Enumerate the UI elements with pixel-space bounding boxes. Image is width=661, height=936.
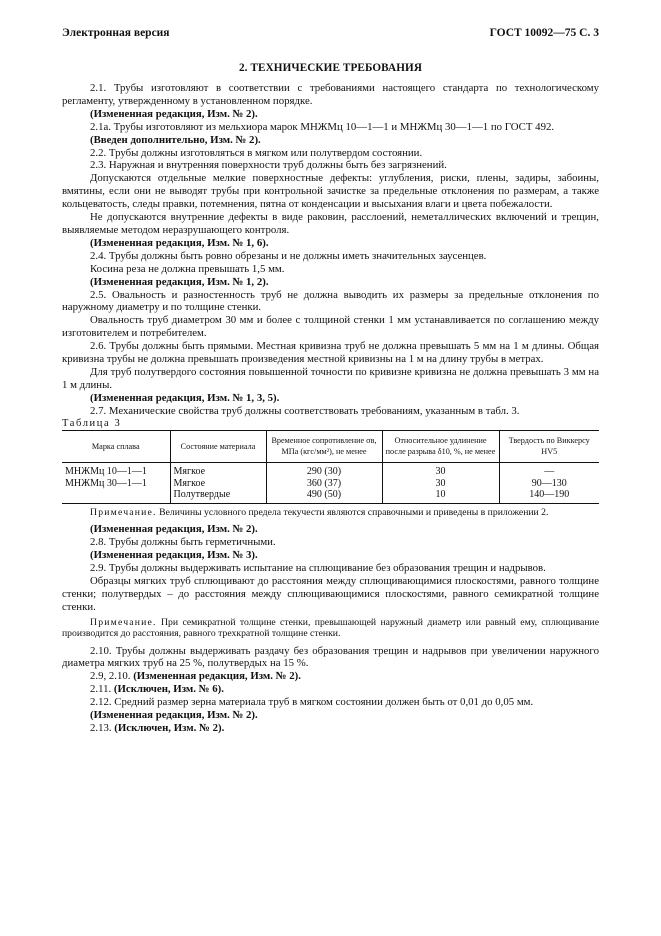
col-header-strength: Временное сопротивление σв, МПа (кгс/мм²), не менее — [266, 431, 382, 463]
hardness-value: — — [544, 466, 555, 478]
strength-value: 290 (30) — [306, 466, 342, 478]
paragraph: 2.1. Трубы изготовляют в соответствии с требованиями настоящего стандарта по технологическому регламенту, утвержденному в установленном порядке. — [62, 82, 599, 107]
amendment-note: (Измененная редакция, Изм. № 1, 3, 5). — [90, 391, 280, 404]
paragraph — [62, 683, 599, 696]
note-label: Примечание. — [90, 506, 157, 518]
paragraph: 2.7. Механические свойства труб должны соответствовать требованиям, указанным в табл. 3. — [90, 404, 520, 417]
amendment-note: (Измененная редакция, Изм. № 2). — [90, 709, 258, 722]
state-value: Мягкое — [173, 477, 206, 489]
cell-strength — [266, 463, 382, 504]
grade-value: МНЖМц 30—1—1 — [65, 477, 147, 489]
col-header-grade: Марка сплава — [62, 431, 170, 463]
state-value: Мягкое — [173, 466, 206, 478]
strength-value: 490 (50) — [306, 489, 342, 501]
note-label: Примечание. — [90, 616, 157, 628]
elongation-value: 10 — [435, 489, 446, 501]
hardness-value: 140—190 — [529, 489, 570, 501]
paragraph: 2.1а. Трубы изготовляют из мельхиора марок МНЖМц 10—1—1 и МНЖМц 30—1—1 по ГОСТ 492. — [90, 120, 555, 133]
cell-hardness — [499, 463, 599, 504]
amendment-note: (Измененная редакция, Изм. № 2). — [133, 670, 301, 683]
properties-table — [62, 430, 599, 504]
header-left: Электронная версия — [62, 27, 170, 39]
amendment-note: (Исключен, Изм. № 6). — [113, 683, 224, 696]
note-text: Величины условного предела текучести являются справочными и приведены в приложении 2. — [156, 506, 549, 518]
paragraph: Овальность труб диаметром 30 мм и более с толщиной стенки 1 мм устанавливается по соглашению между изготовителем и потребителем. — [62, 314, 599, 340]
clause-number: 2.11. — [90, 683, 114, 696]
paragraph: 2.8. Трубы должны быть герметичными. — [90, 536, 276, 549]
paragraph: 2.4. Трубы должны быть ровно обрезаны и не должны иметь значительных заусенцев. — [90, 249, 487, 262]
paragraph: Для труб полутвердого состояния повышенной точности по кривизне кривизна не должна превышать 3 мм на 1 м длины. — [62, 365, 599, 391]
elongation-value: 30 — [435, 477, 446, 489]
amendment-note: (Исключен, Изм. № 2). — [114, 721, 225, 734]
cell-grades — [62, 463, 170, 504]
clause-number: 2.9, 2.10. — [90, 670, 134, 683]
paragraph — [62, 670, 599, 683]
paragraph — [62, 722, 599, 735]
amendment-note: (Измененная редакция, Изм. № 1, 2). — [90, 275, 269, 288]
strength-value: 360 (37) — [306, 477, 342, 489]
clause-number: 2.13. — [90, 721, 115, 734]
paragraph: 2.10. Трубы должны выдерживать раздачу без образования трещин и надрывов при увеличении наружного диаметра мягких труб на 25 %, полутвердых на 15 %. — [62, 644, 599, 670]
col-header-elongation: Относительное удлинение после разрыва δ10, %, не менее — [382, 431, 499, 463]
paragraph: Допускаются отдельные мелкие поверхностные дефекты: углубления, риски, плены, задиры, забоины, вмятины, если они не выводят трубы при контрольной зачистке за предельные отклонения по размерам, а также кольцеватость, следы правки, потемнения, пятна от конденсации и высыхания влаги и цвета побежалости. — [62, 172, 599, 211]
section-title: 2. ТЕХНИЧЕСКИЕ ТРЕБОВАНИЯ — [238, 62, 423, 74]
paragraph: 2.3. Наружная и внутренняя поверхности труб должны быть без загрязнений. — [90, 159, 447, 172]
state-value: Полутвердые — [173, 489, 231, 501]
amendment-note: (Измененная редакция, Изм. № 1, 6). — [90, 236, 269, 249]
note-text: При семикратной толщине стенки, превышающей наружный диаметр или равный ему, сплющивание производится до расстояния, равного трехкратной толщине стенки. — [62, 616, 599, 640]
paragraph: 2.2. Трубы должны изготовляться в мягком или полутвердом состоянии. — [90, 146, 423, 159]
amendment-note: (Введен дополнительно, Изм. № 2). — [90, 133, 261, 146]
hardness-value: 90—130 — [531, 477, 567, 489]
flattening-note — [62, 617, 599, 640]
col-header-state: Состояние материала — [170, 431, 266, 463]
header-right: ГОСТ 10092—75 С. 3 — [489, 27, 599, 39]
elongation-value: 30 — [435, 466, 446, 478]
paragraph: 2.9. Трубы должны выдерживать испытание на сплющивание без образования трещин и надрывов. — [90, 562, 546, 575]
cell-elongation — [382, 463, 499, 504]
grade-value: МНЖМц 10—1—1 — [65, 466, 147, 478]
amendment-note: (Измененная редакция, Изм. № 2). — [90, 107, 258, 120]
paragraph: 2.12. Средний размер зерна материала труб в мягком состоянии должен быть от 0,01 до 0,05 мм. — [90, 696, 534, 709]
table-note — [62, 507, 599, 518]
amendment-note: (Измененная редакция, Изм. № 2). — [90, 523, 258, 536]
table-header-row — [62, 431, 599, 463]
cell-states — [170, 463, 266, 504]
paragraph: 2.6. Трубы должны быть прямыми. Местная кривизна труб не должна превышать 5 мм на 1 м длины. Общая кривизна трубы не должна превышать произведения местной кривизны на 1 м на длину трубы в метрах. — [62, 340, 599, 366]
body-top — [62, 82, 599, 735]
col-header-hardness: Твердость по Виккерсу HV5 — [499, 431, 599, 463]
table-caption: Таблица 3 — [62, 417, 122, 429]
paragraph: Косина реза не должна превышать 1,5 мм. — [90, 262, 285, 275]
paragraph: 2.5. Овальность и разностенность труб не должна выводить их размеры за предельные отклонения по наружному диаметру и по толщине стенки. — [62, 288, 599, 314]
paragraph: Образцы мягких труб сплющивают до расстояния между сплющивающимися плоскостями, равного толщине стенки; полутвердых – до расстояния между сплющивающимися плоскостями, равного семикратной толщине стенки. — [62, 575, 599, 613]
table-row — [62, 463, 599, 504]
paragraph: Не допускаются внутренние дефекты в виде раковин, расслоений, неметаллических включений и трещин, выявляемые методом неразрушающего контроля. — [62, 211, 599, 236]
amendment-note: (Измененная редакция, Изм. № 3). — [90, 549, 258, 562]
